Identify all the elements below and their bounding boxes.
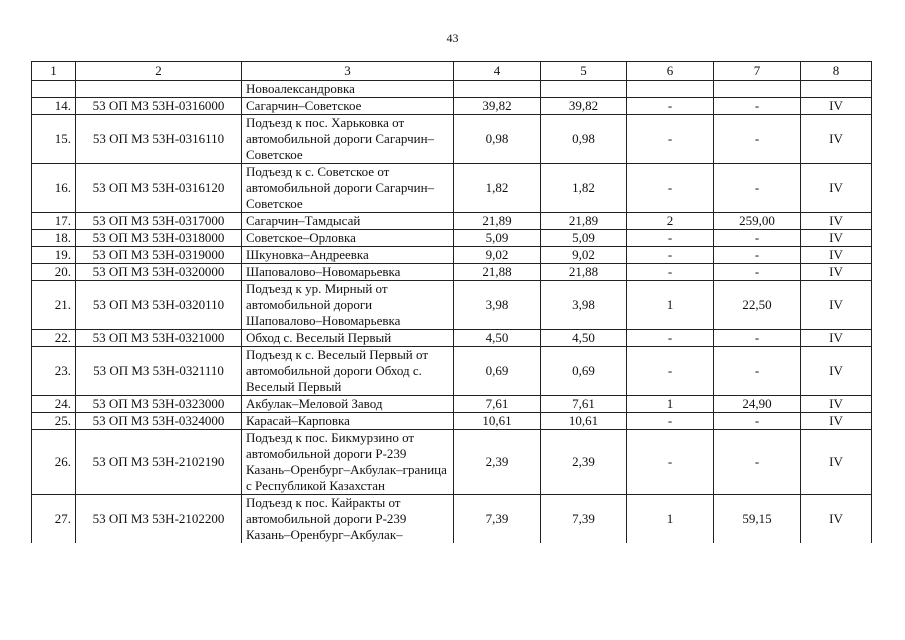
table-row: [32, 98, 872, 115]
value-cell: [627, 81, 714, 98]
road-code-cell: 53 ОП МЗ 53Н-0318000: [76, 230, 242, 247]
road-name-cell: Подъезд к пос. Кайракты от автомобильной дороги Р-239 Казань–Оренбург–Акбулак–: [242, 495, 454, 544]
bridges-count-cell: -: [627, 98, 714, 115]
road-code-cell: 53 ОП МЗ 53Н-0323000: [76, 396, 242, 413]
page-number: 43: [446, 31, 459, 45]
bridges-count-cell: -: [627, 430, 714, 495]
column-header-row: [32, 62, 872, 81]
table-row: [32, 413, 872, 430]
row-number-cell: 25.: [32, 413, 76, 430]
column-header: 6: [627, 62, 714, 81]
bridges-count-cell: 1: [627, 281, 714, 330]
bridges-length-cell: -: [714, 430, 801, 495]
road-category-cell: IV: [801, 164, 872, 213]
bridges-length-cell: -: [714, 330, 801, 347]
road-code-cell: 53 ОП МЗ 53Н-0320000: [76, 264, 242, 281]
road-name-cell: Карасай–Карповка: [242, 413, 454, 430]
bridges-count-cell: -: [627, 247, 714, 264]
road-name-cell: Подъезд к пос. Бикмурзино от автомобильной дороги Р-239 Казань–Оренбург–Акбулак–граница с Республикой Казахстан: [242, 430, 454, 495]
road-name-cell: Обход с. Веселый Первый: [242, 330, 454, 347]
road-category-cell: IV: [801, 247, 872, 264]
table-row: [32, 264, 872, 281]
regional-length-cell: 4,50: [541, 330, 627, 347]
table-row: [32, 430, 872, 495]
road-name-cell: Шкуновка–Андреевка: [242, 247, 454, 264]
row-number-cell: 23.: [32, 347, 76, 396]
bridges-count-cell: 2: [627, 213, 714, 230]
row-number-cell: 16.: [32, 164, 76, 213]
road-name-cell: Подъезд к с. Советское от автомобильной дороги Сагарчин–Советское: [242, 164, 454, 213]
road-name-cell: Акбулак–Меловой Завод: [242, 396, 454, 413]
continuation-row: [32, 81, 872, 98]
total-length-cell: 3,98: [454, 281, 541, 330]
bridges-count-cell: -: [627, 230, 714, 247]
road-code-cell: 53 ОП МЗ 53Н-2102190: [76, 430, 242, 495]
road-code-cell: 53 ОП МЗ 53Н-0321000: [76, 330, 242, 347]
total-length-cell: 21,89: [454, 213, 541, 230]
value-cell: [541, 81, 627, 98]
total-length-cell: 2,39: [454, 430, 541, 495]
value-cell: [801, 81, 872, 98]
column-header: 2: [76, 62, 242, 81]
table-row: [32, 230, 872, 247]
road-name-cell: Советское–Орловка: [242, 230, 454, 247]
table-row: [32, 213, 872, 230]
bridges-count-cell: -: [627, 330, 714, 347]
total-length-cell: 7,39: [454, 495, 541, 544]
table-row: [32, 495, 872, 544]
road-category-cell: IV: [801, 430, 872, 495]
road-code-cell: 53 ОП МЗ 53Н-0324000: [76, 413, 242, 430]
value-cell: [714, 81, 801, 98]
bridges-count-cell: -: [627, 347, 714, 396]
road-code-cell: 53 ОП МЗ 53Н-0320110: [76, 281, 242, 330]
column-header: 5: [541, 62, 627, 81]
row-number-cell: 26.: [32, 430, 76, 495]
bridges-length-cell: 24,90: [714, 396, 801, 413]
bridges-length-cell: -: [714, 413, 801, 430]
total-length-cell: 1,82: [454, 164, 541, 213]
bridges-count-cell: -: [627, 115, 714, 164]
road-category-cell: IV: [801, 347, 872, 396]
table-row: [32, 330, 872, 347]
regional-length-cell: 3,98: [541, 281, 627, 330]
regional-length-cell: 0,69: [541, 347, 627, 396]
bridges-length-cell: 22,50: [714, 281, 801, 330]
road-code-cell: 53 ОП МЗ 53Н-0316110: [76, 115, 242, 164]
road-category-cell: IV: [801, 281, 872, 330]
table-row: [32, 247, 872, 264]
road-name-cell: Подъезд к с. Веселый Первый от автомобильной дороги Обход с. Веселый Первый: [242, 347, 454, 396]
regional-length-cell: 0,98: [541, 115, 627, 164]
road-name-cell: Сагарчин–Советское: [242, 98, 454, 115]
regional-length-cell: 7,61: [541, 396, 627, 413]
bridges-count-cell: 1: [627, 396, 714, 413]
total-length-cell: 9,02: [454, 247, 541, 264]
column-header: 1: [32, 62, 76, 81]
road-category-cell: IV: [801, 396, 872, 413]
column-header: 7: [714, 62, 801, 81]
total-length-cell: 10,61: [454, 413, 541, 430]
road-name-cell: Шаповалово–Новомарьевка: [242, 264, 454, 281]
bridges-length-cell: -: [714, 164, 801, 213]
row-number-cell: [32, 81, 76, 98]
regional-length-cell: 10,61: [541, 413, 627, 430]
total-length-cell: 7,61: [454, 396, 541, 413]
roads-table: [31, 61, 872, 543]
total-length-cell: 4,50: [454, 330, 541, 347]
road-category-cell: IV: [801, 230, 872, 247]
regional-length-cell: 21,88: [541, 264, 627, 281]
row-number-cell: 22.: [32, 330, 76, 347]
total-length-cell: 39,82: [454, 98, 541, 115]
road-category-cell: IV: [801, 98, 872, 115]
bridges-count-cell: -: [627, 264, 714, 281]
road-category-cell: IV: [801, 495, 872, 544]
road-category-cell: IV: [801, 413, 872, 430]
row-number-cell: 18.: [32, 230, 76, 247]
row-number-cell: 20.: [32, 264, 76, 281]
regional-length-cell: 21,89: [541, 213, 627, 230]
road-name-cell: Сагарчин–Тамдысай: [242, 213, 454, 230]
bridges-length-cell: -: [714, 347, 801, 396]
column-header: 8: [801, 62, 872, 81]
row-number-cell: 15.: [32, 115, 76, 164]
road-code-cell: 53 ОП МЗ 53Н-0317000: [76, 213, 242, 230]
road-name-cell: Подъезд к пос. Харьковка от автомобильной дороги Сагарчин–Советское: [242, 115, 454, 164]
road-category-cell: IV: [801, 264, 872, 281]
regional-length-cell: 9,02: [541, 247, 627, 264]
column-header: 4: [454, 62, 541, 81]
table-row: [32, 347, 872, 396]
bridges-length-cell: -: [714, 247, 801, 264]
road-category-cell: IV: [801, 115, 872, 164]
regional-length-cell: 1,82: [541, 164, 627, 213]
row-number-cell: 21.: [32, 281, 76, 330]
road-code-cell: 53 ОП МЗ 53Н-0321110: [76, 347, 242, 396]
bridges-length-cell: -: [714, 98, 801, 115]
road-category-cell: IV: [801, 330, 872, 347]
road-code-cell: [76, 81, 242, 98]
total-length-cell: 21,88: [454, 264, 541, 281]
road-code-cell: 53 ОП МЗ 53Н-0319000: [76, 247, 242, 264]
row-number-cell: 24.: [32, 396, 76, 413]
row-number-cell: 27.: [32, 495, 76, 544]
total-length-cell: 5,09: [454, 230, 541, 247]
bridges-count-cell: -: [627, 164, 714, 213]
road-code-cell: 53 ОП МЗ 53Н-0316120: [76, 164, 242, 213]
row-number-cell: 17.: [32, 213, 76, 230]
bridges-length-cell: -: [714, 115, 801, 164]
row-number-cell: 14.: [32, 98, 76, 115]
road-code-cell: 53 ОП МЗ 53Н-2102200: [76, 495, 242, 544]
bridges-count-cell: -: [627, 413, 714, 430]
value-cell: [454, 81, 541, 98]
bridges-length-cell: 259,00: [714, 213, 801, 230]
regional-length-cell: 5,09: [541, 230, 627, 247]
table-row: [32, 281, 872, 330]
table-row: [32, 164, 872, 213]
bridges-length-cell: -: [714, 264, 801, 281]
table-row: [32, 115, 872, 164]
regional-length-cell: 2,39: [541, 430, 627, 495]
road-name-cell: Новоалександровка: [242, 81, 454, 98]
bridges-count-cell: 1: [627, 495, 714, 544]
bridges-length-cell: 59,15: [714, 495, 801, 544]
road-category-cell: IV: [801, 213, 872, 230]
regional-length-cell: 39,82: [541, 98, 627, 115]
road-code-cell: 53 ОП МЗ 53Н-0316000: [76, 98, 242, 115]
total-length-cell: 0,98: [454, 115, 541, 164]
bridges-length-cell: -: [714, 230, 801, 247]
road-name-cell: Подъезд к ур. Мирный от автомобильной дороги Шаповалово–Новомарьевка: [242, 281, 454, 330]
regional-length-cell: 7,39: [541, 495, 627, 544]
column-header: 3: [242, 62, 454, 81]
table-row: [32, 396, 872, 413]
total-length-cell: 0,69: [454, 347, 541, 396]
row-number-cell: 19.: [32, 247, 76, 264]
